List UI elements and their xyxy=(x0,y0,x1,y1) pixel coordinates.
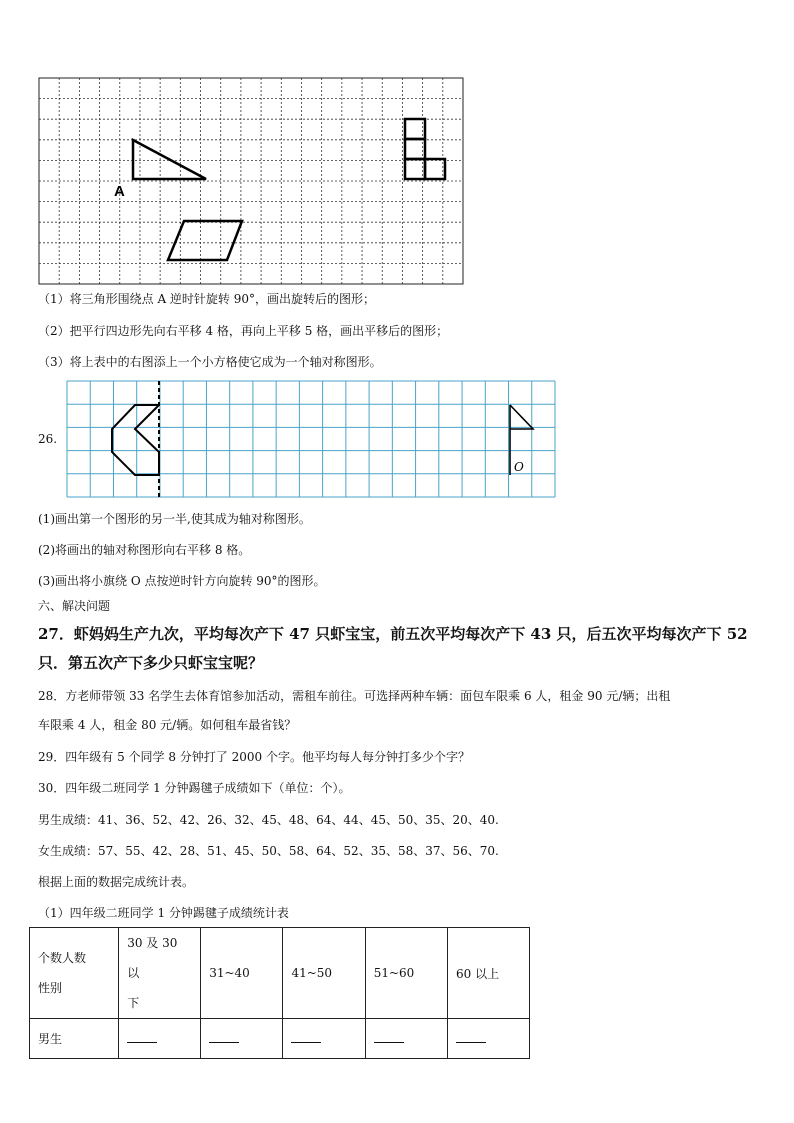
q28-line-2: 车限乘 4 人，租金 80 元/辆。如何租车最省钱？ xyxy=(38,718,297,732)
grid1-instruction-2: （2）把平行四边形先向右平移 4 格，再向上平移 5 格，画出平移后的图形； xyxy=(38,324,449,338)
header-corner-cell xyxy=(30,928,119,1019)
header-col-1-line-1: 30 及 30 以 xyxy=(127,936,178,980)
answer-cell xyxy=(119,1019,201,1059)
q28-line-1: 28．方老师带领 33 名学生去体育馆参加活动，需租车前往。可选择两种车辆：面包车限乘 6 人，租金 90 元/辆；出租 xyxy=(38,689,671,703)
parallelogram-shape xyxy=(168,221,242,260)
answer-cell xyxy=(201,1019,283,1059)
triangle-shape xyxy=(133,140,206,179)
q30-girls-scores: 女生成绩：57、55、42、28、51、45、50、58、64、52、35、58、37、56、70. xyxy=(38,844,499,858)
point-o-label: O xyxy=(514,460,524,474)
answer-cell xyxy=(283,1019,365,1059)
grid1-instruction-1: （1）将三角形围绕点 A 逆时针旋转 90°，画出旋转后的图形； xyxy=(38,292,376,306)
l-shape xyxy=(405,119,445,179)
answer-blank[interactable] xyxy=(291,1032,321,1043)
header-col-3: 41~50 xyxy=(283,928,365,1019)
row-label-boys: 男生 xyxy=(30,1019,119,1059)
header-col-2: 31~40 xyxy=(201,928,283,1019)
header-corner-bottom: 性别 xyxy=(38,981,63,995)
q27-line-2: 只．第五次产下多少只虾宝宝呢？ xyxy=(38,654,264,672)
table-row-boys xyxy=(30,1019,530,1059)
q26-instruction-2: (2)将画出的轴对称图形向右平移 8 格。 xyxy=(38,543,251,557)
half-figure-shape xyxy=(112,405,159,475)
header-col-5: 60 以上 xyxy=(447,928,529,1019)
answer-cell xyxy=(447,1019,529,1059)
q29-text: 29．四年级有 5 个同学 8 分钟打了 2000 个字。他平均每人每分钟打多少个字？ xyxy=(38,750,470,764)
q26-instruction-3: (3)画出将小旗绕 O 点按逆时针方向旋转 90°的图形。 xyxy=(38,574,326,588)
q27-line-1: 27．虾妈妈生产九次，平均每次产下 47 只虾宝宝，前五次平均每次产下 43 只，后五次平均每次产下 52 xyxy=(38,625,748,643)
answer-cell xyxy=(365,1019,447,1059)
q26-instruction-1: (1)画出第一个图形的另一半,使其成为轴对称图形。 xyxy=(38,512,311,526)
symmetry-grid xyxy=(65,379,557,499)
header-corner-top: 个数人数 xyxy=(38,951,87,965)
q30-task: 根据上面的数据完成统计表。 xyxy=(38,875,195,889)
answer-blank[interactable] xyxy=(127,1032,157,1043)
answer-blank[interactable] xyxy=(374,1032,404,1043)
answer-blank[interactable] xyxy=(456,1032,486,1043)
section-title: 六、解决问题 xyxy=(38,599,111,613)
header-col-4: 51~60 xyxy=(365,928,447,1019)
answer-blank[interactable] xyxy=(209,1032,239,1043)
transformation-grid xyxy=(36,75,466,287)
q26-number: 26. xyxy=(38,432,58,446)
table-header-row xyxy=(30,928,530,1019)
table-title: （1）四年级二班同学 1 分钟踢毽子成绩统计表 xyxy=(38,906,289,920)
header-col-1-line-2: 下 xyxy=(127,996,140,1010)
grid1-instruction-3: （3）将上表中的右图添上一个小方格使它成为一个轴对称图形。 xyxy=(38,355,382,369)
q30-boys-scores: 男生成绩：41、36、52、42、26、32、45、48、64、44、45、50、35、20、40. xyxy=(38,813,499,827)
q30-intro: 30．四年级二班同学 1 分钟踢毽子成绩如下（单位：个）。 xyxy=(38,781,351,795)
header-col-1 xyxy=(119,928,201,1019)
point-a-label: A xyxy=(114,183,125,200)
statistics-table xyxy=(29,927,530,1059)
